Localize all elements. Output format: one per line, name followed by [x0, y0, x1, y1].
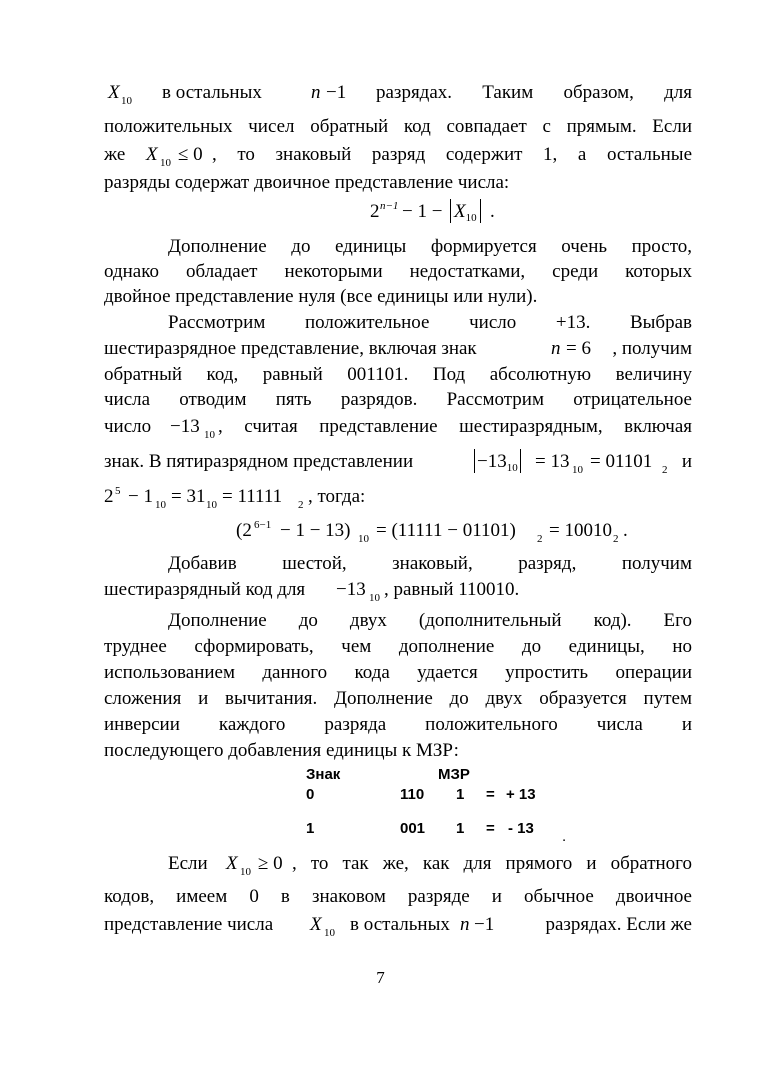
- math-sub: 10: [206, 499, 217, 511]
- text-fragment: Если: [168, 853, 208, 874]
- text-fragment: знак. В пятиразрядном представлении: [104, 451, 414, 472]
- math-n: n: [551, 338, 561, 359]
- text-line: кодов, имеем 0 в знаковом разряде и обычное двоичное: [104, 886, 692, 907]
- text-line: труднее сформировать, чем дополнение до единицы, но: [104, 636, 692, 657]
- text-line: числа отводим пять разрядов. Рассмотрим отрицательное: [104, 389, 692, 410]
- text-fragment: представление числа: [104, 914, 274, 935]
- table-cell: =: [486, 786, 495, 803]
- abs-value: [474, 449, 521, 473]
- text-line: Дополнение до двух (дополнительный код). Его: [168, 610, 692, 631]
- table-cell: 001: [400, 820, 426, 837]
- text-fragment: , то так же, как для прямого и обратного: [292, 853, 692, 874]
- text-fragment: , считая представление шестиразрядным, включая: [218, 416, 692, 437]
- math-fragment: .: [623, 520, 628, 541]
- math-sub: 10: [155, 499, 166, 511]
- table-header-lsb: МЗР: [438, 766, 470, 783]
- text-line: Рассмотрим положительное число +13. Выбрав: [168, 312, 692, 333]
- text-fragment: в остальных: [350, 914, 450, 935]
- math-fragment: = 31: [171, 486, 206, 507]
- math-fragment: − 1 −: [402, 201, 443, 222]
- math-fragment: (2: [236, 520, 252, 541]
- math-sub: 2: [613, 533, 619, 545]
- math-fragment: 2: [104, 486, 114, 507]
- math-fragment: −1: [474, 914, 495, 935]
- math-sub: 2: [298, 499, 304, 511]
- math-fragment: ≤ 0: [178, 144, 203, 165]
- math-n: n: [460, 914, 470, 935]
- table-cell: - 13: [508, 820, 534, 837]
- math-sup: 6−1: [254, 519, 272, 531]
- page-number: 7: [376, 968, 385, 987]
- math-fragment: = 10010: [549, 520, 612, 541]
- math-x: X: [146, 144, 158, 165]
- text-line: использованием данного кода удается упростить операции: [104, 662, 692, 683]
- math-sub: 10: [369, 592, 380, 604]
- math-fragment: −1: [326, 82, 347, 103]
- math-fragment: − 1: [128, 486, 153, 507]
- text-line: разряды содержат двоичное представление числа:: [104, 172, 510, 193]
- text-line: инверсии каждого разряда положительного числа и: [104, 714, 692, 735]
- text-line: Добавив шестой, знаковый, разряд, получим: [168, 553, 692, 574]
- text-line: двойное представление нуля (все единицы или нули).: [104, 286, 538, 307]
- math-fragment: = 11111: [222, 486, 283, 507]
- text-fragment: , то знаковый разряд содержит 1, а остальные: [212, 144, 692, 165]
- text-line: положительных чисел обратный код совпадает с прямым. Если: [104, 116, 692, 137]
- math-fragment: −13: [477, 451, 507, 472]
- math-fragment: .: [490, 201, 495, 222]
- abs-value: [450, 199, 481, 223]
- math-fragment: − 1 − 13): [280, 520, 351, 541]
- text-fragment: же: [104, 144, 126, 165]
- math-fragment: ≥ 0: [258, 853, 283, 874]
- text-fragment: разрядах. Если же: [545, 914, 692, 935]
- math-fragment: = (11111 − 01101): [376, 520, 516, 541]
- math-sub: 2: [537, 533, 543, 545]
- text-line: сложения и вычитания. Дополнение до двух образуется путем: [104, 688, 692, 709]
- math-fragment: = 13: [535, 451, 570, 472]
- complement-table: [306, 766, 586, 846]
- table-cell: 1: [306, 820, 315, 837]
- math-x: X: [454, 201, 466, 222]
- text-fragment: число: [104, 416, 152, 437]
- math-sub: 2: [662, 464, 668, 476]
- math-fragment: = 01101: [590, 451, 653, 472]
- table-cell: 1: [456, 820, 465, 837]
- math-sub: 10: [160, 157, 171, 169]
- math-sup: n−1: [380, 200, 399, 212]
- text-line: обратный код, равный 001101. Под абсолютную величину: [104, 364, 692, 385]
- table-header-sign: Знак: [306, 766, 341, 783]
- text-fragment: шестиразрядное представление, включая знак: [104, 338, 477, 359]
- math-sub: 10: [324, 927, 335, 939]
- text-fragment: и: [681, 451, 692, 472]
- text-fragment: , равный 110010.: [384, 579, 520, 600]
- math-x: X: [310, 914, 322, 935]
- text-line: Дополнение до единицы формируется очень просто,: [168, 236, 692, 257]
- math-sub: 10: [240, 866, 251, 878]
- math-sub: 10: [572, 464, 583, 476]
- table-cell: + 13: [506, 786, 536, 803]
- math-sub: 10: [465, 212, 477, 224]
- math-x: X: [108, 82, 120, 103]
- text-fragment: , тогда:: [308, 486, 366, 507]
- text-fragment: разрядах. Таким образом, для: [376, 82, 692, 103]
- math-fragment: −13: [170, 416, 200, 437]
- table-dot: .: [562, 828, 567, 845]
- text-fragment: , получим: [612, 338, 692, 359]
- math-sub: 10: [204, 429, 215, 441]
- math-n: n: [311, 82, 321, 103]
- math-sub: 10: [358, 533, 369, 545]
- math-fragment: −13: [336, 579, 366, 600]
- text-line: однако обладает некоторыми недостатками, среди которых: [104, 261, 692, 282]
- table-cell: 1: [456, 786, 465, 803]
- math-fragment: = 6: [566, 338, 591, 359]
- table-cell: =: [486, 820, 495, 837]
- text-fragment: шестиразрядный код для: [104, 579, 306, 600]
- text-line: последующего добавления единицы к МЗР:: [104, 740, 459, 761]
- text-fragment: в остальных: [162, 82, 262, 103]
- math-fragment: 2: [370, 201, 380, 222]
- table-cell: 110: [400, 786, 425, 803]
- math-sub: 10: [506, 462, 518, 474]
- table-cell: 0: [306, 786, 315, 803]
- math-sub: 10: [121, 95, 132, 107]
- math-sup: 5: [115, 485, 121, 497]
- math-x: X: [226, 853, 238, 874]
